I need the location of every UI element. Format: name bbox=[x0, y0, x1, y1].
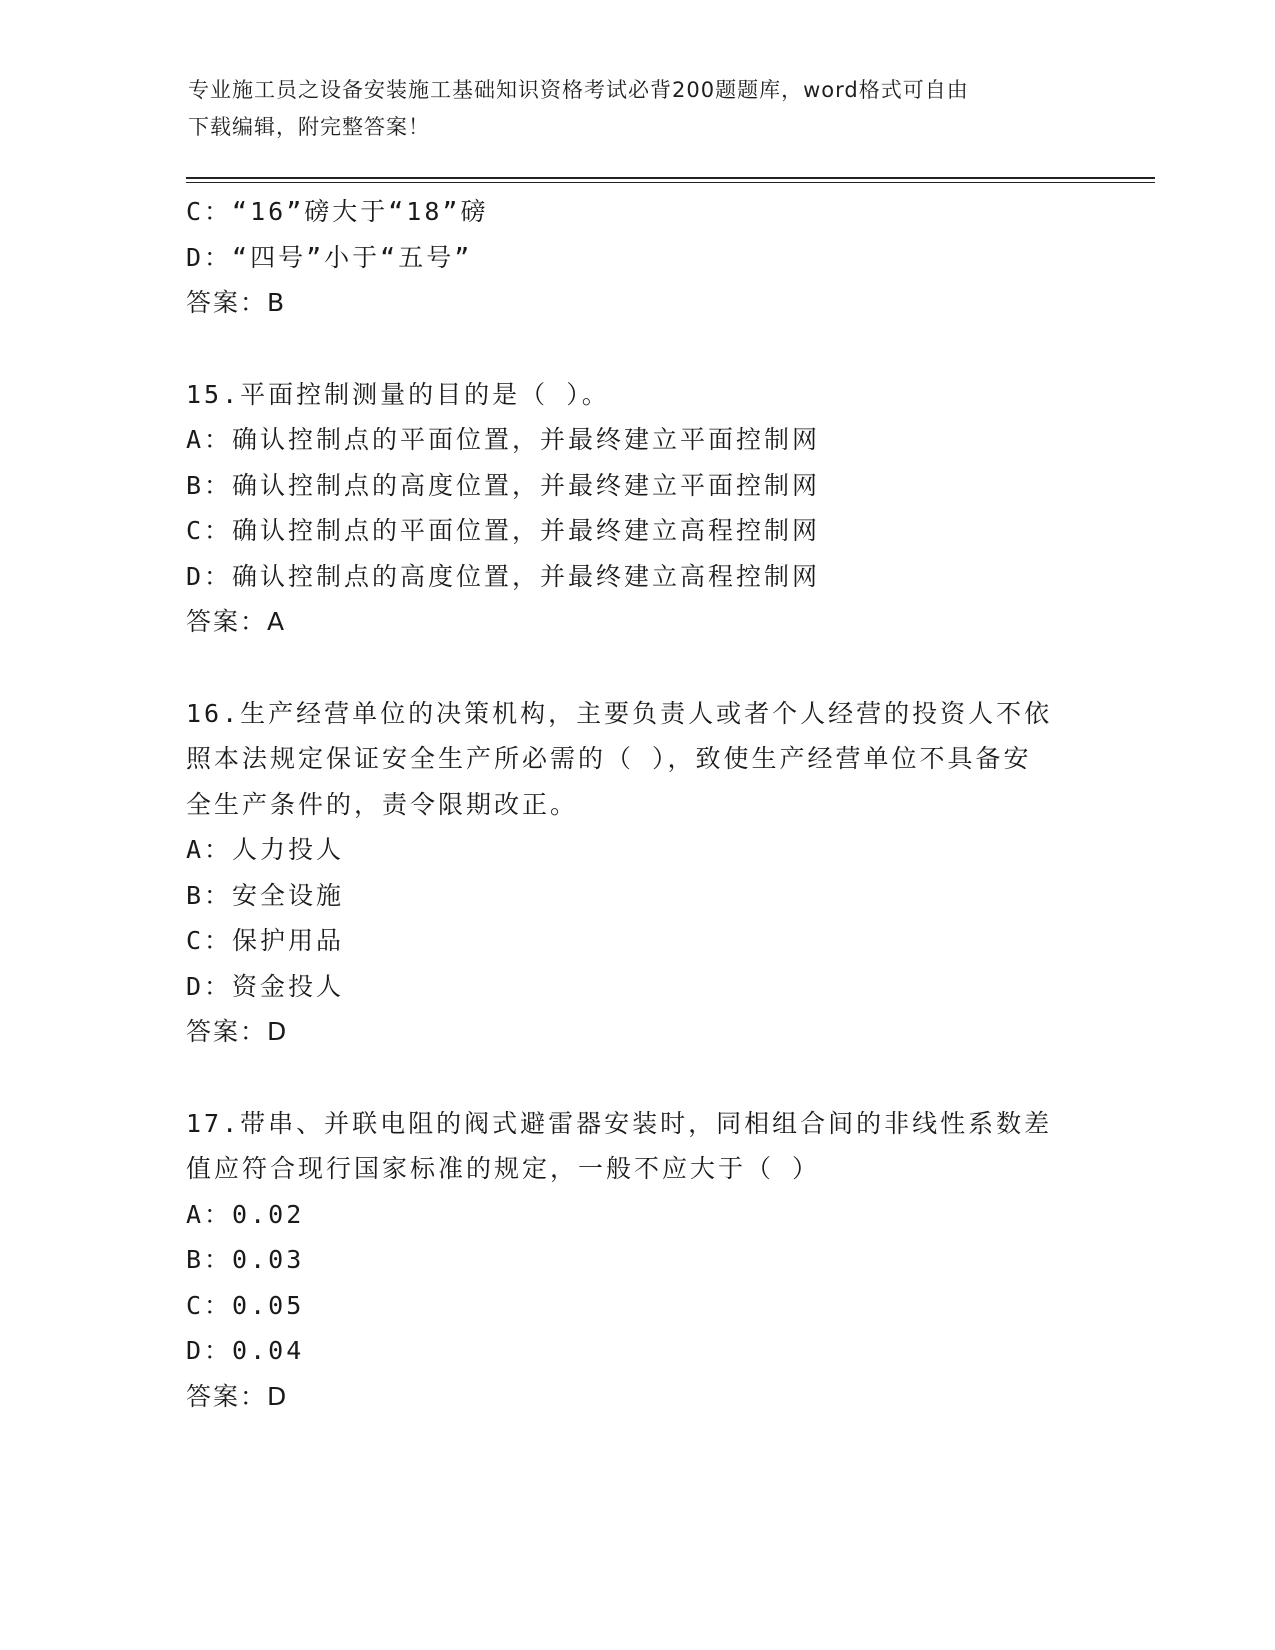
question-16 bbox=[186, 691, 1086, 1055]
option-d: D：“四号”小于“五号” bbox=[186, 242, 473, 272]
header-line-1: 专业施工员之设备安装施工基础知识资格考试必背200题题库，word格式可自由 bbox=[188, 78, 969, 102]
spacer bbox=[186, 1055, 1086, 1101]
option-c: C：确认控制点的平面位置，并最终建立高程控制网 bbox=[186, 516, 821, 545]
spacer bbox=[186, 645, 1086, 691]
option-d: D：确认控制点的高度位置，并最终建立高程控制网 bbox=[186, 561, 821, 591]
option-b: B：确认控制点的高度位置，并最终建立平面控制网 bbox=[186, 470, 821, 500]
question-stem: 17.带串、并联电阻的阀式避雷器安装时，同相组合间的非线性系数差 bbox=[186, 1108, 1053, 1138]
option-c: C：保护用品 bbox=[186, 926, 345, 955]
header-rule-thick bbox=[186, 177, 1155, 179]
option-b: B：安全设施 bbox=[186, 880, 345, 910]
header-rule-thin bbox=[186, 182, 1155, 183]
spacer bbox=[186, 326, 1086, 372]
question-list bbox=[186, 189, 1086, 1419]
document-header bbox=[188, 72, 1088, 146]
answer-line: 答案：B bbox=[186, 288, 287, 317]
option-d: D：资金投人 bbox=[186, 971, 345, 1001]
option-c: C：0.05 bbox=[186, 1290, 305, 1320]
option-b: B：0.03 bbox=[186, 1245, 305, 1274]
question-15 bbox=[186, 372, 1086, 645]
option-c: C：“16”磅大于“18”磅 bbox=[186, 197, 489, 226]
question-17 bbox=[186, 1101, 1086, 1420]
question-stem: 全生产条件的，责令限期改正。 bbox=[186, 789, 579, 819]
answer-line: 答案：D bbox=[186, 1017, 289, 1046]
question-stem: 16.生产经营单位的决策机构，主要负责人或者个人经营的投资人不依 bbox=[186, 698, 1053, 728]
option-a: A：确认控制点的平面位置，并最终建立平面控制网 bbox=[186, 425, 821, 454]
question-14-tail bbox=[186, 189, 1086, 326]
option-a: A：人力投人 bbox=[186, 835, 345, 864]
question-stem: 照本法规定保证安全生产所必需的（ ），致使生产经营单位不具备安 bbox=[186, 744, 1032, 773]
option-a: A：0.02 bbox=[186, 1199, 305, 1229]
option-d: D：0.04 bbox=[186, 1336, 305, 1365]
header-line-2: 下载编辑，附完整答案！ bbox=[188, 115, 430, 139]
question-stem: 15.平面控制测量的目的是（ ）。 bbox=[186, 379, 610, 409]
answer-line: 答案：A bbox=[186, 607, 287, 636]
answer-line: 答案：D bbox=[186, 1381, 289, 1411]
question-stem: 值应符合现行国家标准的规定，一般不应大于（ ） bbox=[186, 1154, 821, 1183]
